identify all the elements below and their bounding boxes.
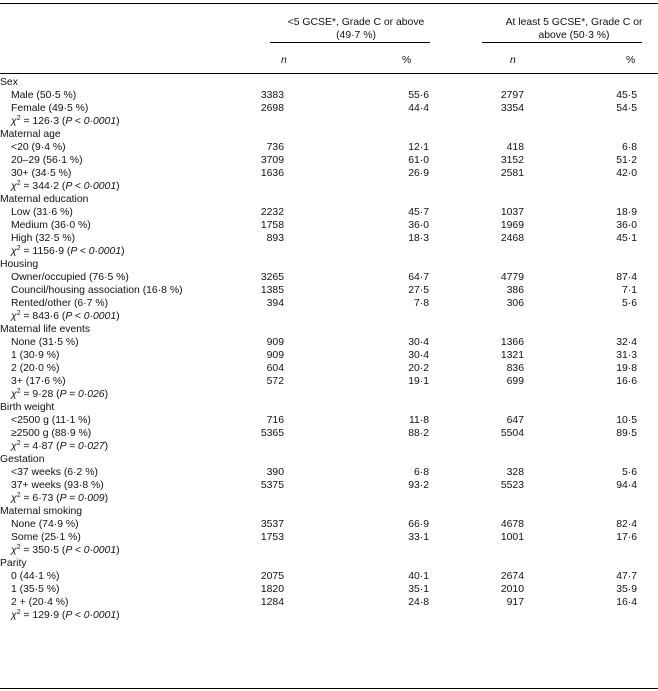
chi-square-value: = 126·3 ( [20, 116, 66, 127]
cell-pct-at-least-5: 94·4 [616, 480, 637, 491]
cell-n-below-5: 1753 [260, 532, 284, 543]
cell-pct-at-least-5: 82·4 [616, 519, 637, 530]
cell-n-at-least-5: 5523 [500, 480, 524, 491]
row-label: <20 (9·4 %) [11, 142, 66, 153]
cell-n-at-least-5: 418 [506, 142, 524, 153]
cell-n-below-5: 1385 [260, 285, 284, 296]
cell-n-at-least-5: 1366 [500, 337, 524, 348]
row-label: 30+ (34·5 %) [11, 168, 72, 179]
cell-n-at-least-5: 2468 [500, 233, 524, 244]
group-title-row [0, 193, 658, 206]
p-value: P < 0·0001 [65, 181, 117, 192]
cell-n-below-5: 716 [266, 415, 284, 426]
cell-n-at-least-5: 1969 [500, 220, 524, 231]
cell-pct-below-5: 27·5 [408, 285, 429, 296]
cell-n-below-5: 893 [266, 233, 284, 244]
cell-pct-below-5: 19·1 [408, 376, 429, 387]
cell-pct-below-5: 66·9 [408, 519, 429, 530]
cell-n-at-least-5: 699 [506, 376, 524, 387]
cell-pct-below-5: 64·7 [408, 272, 429, 283]
chi-square-stat: $\chi^2 = 344\cdot 2$ (P < 0·0001) [11, 180, 120, 192]
cell-n-below-5: 2232 [260, 207, 284, 218]
chi-square-stat: $\chi^2 = 126\cdot 3$ (P < 0·0001) [11, 115, 120, 127]
row-label: <37 weeks (6·2 %) [11, 467, 98, 478]
cell-n-at-least-5: 386 [506, 285, 524, 296]
row-label: None (31·5 %) [11, 337, 79, 348]
p-value: P < 0·0001 [65, 545, 117, 556]
chi-square-stat: $\chi^2 = 350\cdot 5$ (P < 0·0001) [11, 544, 120, 556]
row-label: 0 (44·1 %) [11, 571, 60, 582]
row-label: Medium (36·0 %) [11, 220, 91, 231]
cell-n-at-least-5: 1321 [500, 350, 524, 361]
cell-pct-below-5: 24·8 [408, 597, 429, 608]
cell-n-below-5: 2698 [260, 103, 284, 114]
cell-pct-below-5: 88·2 [408, 428, 429, 439]
cell-pct-below-5: 44·4 [408, 103, 429, 114]
chi-square-row [0, 115, 658, 128]
table-row [0, 570, 658, 583]
cell-n-at-least-5: 4779 [500, 272, 524, 283]
chi-square-stat: $\chi^2 = 9\cdot 28$ (P = 0·026) [11, 388, 109, 400]
table-row [0, 596, 658, 609]
table-row [0, 336, 658, 349]
cell-pct-at-least-5: 47·7 [616, 571, 637, 582]
table-row [0, 583, 658, 596]
table-row [0, 141, 658, 154]
group-title: Parity [0, 558, 27, 569]
cell-pct-at-least-5: 89·5 [616, 428, 637, 439]
table-row [0, 531, 658, 544]
table-row [0, 102, 658, 115]
row-label: 1 (30·9 %) [11, 350, 60, 361]
cell-n-below-5: 909 [266, 350, 284, 361]
cell-n-below-5: 909 [266, 337, 284, 348]
cell-n-at-least-5: 2674 [500, 571, 524, 582]
chi-square-value: = 4·87 ( [20, 441, 60, 452]
chi-square-value: = 6·73 ( [20, 493, 60, 504]
cell-pct-below-5: 40·1 [408, 571, 429, 582]
cell-pct-below-5: 12·1 [408, 142, 429, 153]
cell-pct-at-least-5: 31·3 [616, 350, 637, 361]
subheader-n-1: n [281, 55, 287, 66]
group-title: Maternal education [0, 194, 89, 205]
chi-square-row [0, 544, 658, 557]
cell-pct-at-least-5: 32·4 [616, 337, 637, 348]
cell-pct-below-5: 61·0 [408, 155, 429, 166]
group-title: Maternal smoking [0, 506, 83, 517]
cell-n-at-least-5: 2797 [500, 90, 524, 101]
cell-pct-below-5: 20·2 [408, 363, 429, 374]
chi-square-stat: $\chi^2 = 843\cdot 6$ (P < 0·0001) [11, 310, 120, 322]
cell-n-at-least-5: 4678 [500, 519, 524, 530]
cell-pct-below-5: 26·9 [408, 168, 429, 179]
p-value: P = 0·026 [59, 389, 105, 400]
chi-square-value: = 129·9 ( [20, 610, 66, 621]
cell-pct-at-least-5: 45·5 [616, 90, 637, 101]
cell-pct-at-least-5: 36·0 [616, 220, 637, 231]
row-label: None (74·9 %) [11, 519, 79, 530]
row-label: Male (50·5 %) [11, 90, 77, 101]
table-row [0, 375, 658, 388]
p-value: P = 0·009 [59, 493, 105, 504]
row-label: ≥2500 g (88·9 %) [11, 428, 92, 439]
cell-pct-below-5: 55·6 [408, 90, 429, 101]
row-label: 37+ weeks (93·8 %) [11, 480, 104, 491]
row-label: 3+ (17·6 %) [11, 376, 66, 387]
row-label: Low (31·6 %) [11, 207, 73, 218]
group-title: Housing [0, 259, 39, 270]
cell-n-below-5: 1820 [260, 584, 284, 595]
cell-n-at-least-5: 1001 [500, 532, 524, 543]
chi-square-value: = 1156·9 ( [20, 246, 71, 257]
cell-pct-at-least-5: 54·5 [616, 103, 637, 114]
table-row [0, 284, 658, 297]
group-title: Birth weight [0, 402, 55, 413]
table-row [0, 219, 658, 232]
row-label: 20–29 (56·1 %) [11, 155, 83, 166]
cell-n-below-5: 572 [266, 376, 284, 387]
group-title-row [0, 453, 658, 466]
row-label: 1 (35·5 %) [11, 584, 60, 595]
subheader-pct-1: % [402, 55, 412, 66]
p-value: P < 0·0001 [65, 311, 117, 322]
table-row [0, 518, 658, 531]
cell-pct-at-least-5: 16·4 [616, 597, 637, 608]
table-row [0, 479, 658, 492]
cell-n-below-5: 1758 [260, 220, 284, 231]
chi-square-row [0, 310, 658, 323]
chi-square-value: = 843·6 ( [20, 311, 66, 322]
table-row [0, 427, 658, 440]
table-row [0, 154, 658, 167]
table-row [0, 206, 658, 219]
group-title: Gestation [0, 454, 45, 465]
row-label: <2500 g (11·1 %) [11, 415, 91, 426]
table-row [0, 466, 658, 479]
cell-pct-below-5: 7·8 [413, 298, 429, 309]
cell-pct-at-least-5: 10·5 [616, 415, 637, 426]
cell-n-below-5: 1284 [260, 597, 284, 608]
row-label: Rented/other (6·7 %) [11, 298, 109, 309]
cell-n-at-least-5: 5504 [500, 428, 524, 439]
cell-pct-below-5: 33·1 [408, 532, 429, 543]
cell-pct-below-5: 93·2 [408, 480, 429, 491]
cell-n-below-5: 736 [266, 142, 284, 153]
cell-pct-at-least-5: 17·6 [616, 532, 637, 543]
cell-pct-at-least-5: 45·1 [616, 233, 637, 244]
table-row [0, 167, 658, 180]
chi-square-stat: $\chi^2 = 6\cdot 73$ (P = 0·009) [11, 492, 109, 504]
cell-pct-at-least-5: 87·4 [616, 272, 637, 283]
group-title-row [0, 557, 658, 570]
row-label: Female (49·5 %) [11, 103, 89, 114]
table-bottom-rule [0, 688, 658, 689]
cell-pct-at-least-5: 18·9 [616, 207, 637, 218]
p-value: P < 0·0001 [70, 246, 122, 257]
chi-square-row [0, 492, 658, 505]
chi-square-row [0, 388, 658, 401]
row-label: Council/housing association (16·8 %) [11, 285, 183, 296]
group-title-row [0, 505, 658, 518]
table-top-rule [0, 3, 658, 4]
cell-n-below-5: 5375 [260, 480, 284, 491]
cell-pct-below-5: 11·8 [408, 415, 429, 426]
cell-pct-below-5: 30·4 [408, 350, 429, 361]
cell-pct-at-least-5: 42·0 [616, 168, 637, 179]
cell-pct-below-5: 30·4 [408, 337, 429, 348]
cell-n-below-5: 3383 [260, 90, 284, 101]
cell-n-at-least-5: 917 [506, 597, 524, 608]
cell-pct-at-least-5: 6·8 [621, 142, 637, 153]
cell-n-at-least-5: 1037 [500, 207, 524, 218]
cell-pct-below-5: 36·0 [408, 220, 429, 231]
cell-n-below-5: 2075 [260, 571, 284, 582]
cell-pct-at-least-5: 5·6 [621, 298, 637, 309]
group-title-row [0, 76, 658, 89]
column-group-rule-1 [270, 42, 430, 43]
row-label: Some (25·1 %) [11, 532, 81, 543]
cell-n-at-least-5: 836 [506, 363, 524, 374]
group-title: Maternal life events [0, 324, 91, 335]
column-group-rule-2 [482, 42, 642, 43]
table-body [0, 76, 658, 622]
chi-square-row [0, 180, 658, 193]
p-value: P < 0·0001 [65, 116, 117, 127]
table-row [0, 232, 658, 245]
group-title-row [0, 401, 658, 414]
cell-pct-below-5: 45·7 [408, 207, 429, 218]
cell-pct-at-least-5: 19·8 [616, 363, 637, 374]
group-title-row [0, 323, 658, 336]
cell-n-at-least-5: 3152 [500, 155, 524, 166]
chi-square-stat: $\chi^2 = 1156\cdot 9$ (P < 0·0001) [11, 245, 125, 257]
row-label: 2 (20·0 %) [11, 363, 60, 374]
cell-pct-below-5: 6·8 [413, 467, 429, 478]
chi-square-stat: $\chi^2 = 4\cdot 87$ (P = 0·027) [11, 440, 109, 452]
table-row [0, 362, 658, 375]
cell-n-below-5: 5365 [260, 428, 284, 439]
cell-n-at-least-5: 328 [506, 467, 524, 478]
cell-pct-at-least-5: 5·6 [621, 467, 637, 478]
group-title-row [0, 258, 658, 271]
table-row [0, 271, 658, 284]
table-row [0, 297, 658, 310]
cell-pct-below-5: 18·3 [408, 233, 429, 244]
chi-square-value: = 344·2 ( [20, 181, 66, 192]
p-value: P < 0·0001 [65, 610, 117, 621]
cell-pct-at-least-5: 35·9 [616, 584, 637, 595]
subheader-pct-2: % [626, 55, 636, 66]
cell-n-below-5: 394 [266, 298, 284, 309]
column-header-below-5-gcse: <5 GCSE*, Grade C or above (49·7 %) [287, 17, 425, 41]
chi-square-row [0, 440, 658, 453]
chi-square-stat: $\chi^2 = 129\cdot 9$ (P < 0·0001) [11, 609, 120, 621]
cell-n-at-least-5: 2010 [500, 584, 524, 595]
header-bottom-rule [0, 73, 658, 74]
cell-n-below-5: 3709 [260, 155, 284, 166]
cell-n-below-5: 3537 [260, 519, 284, 530]
group-title: Maternal age [0, 129, 61, 140]
cell-n-below-5: 604 [266, 363, 284, 374]
cell-n-below-5: 390 [266, 467, 284, 478]
table-row [0, 414, 658, 427]
cell-n-at-least-5: 647 [506, 415, 524, 426]
table-row [0, 89, 658, 102]
cell-n-below-5: 3265 [260, 272, 284, 283]
cell-n-below-5: 1636 [260, 168, 284, 179]
chi-square-value: = 9·28 ( [20, 389, 60, 400]
table-row [0, 349, 658, 362]
group-title: Sex [0, 77, 18, 88]
chi-square-row [0, 609, 658, 622]
subheader-n-2: n [510, 55, 516, 66]
chi-square-value: = 350·5 ( [20, 545, 66, 556]
cell-pct-at-least-5: 16·6 [616, 376, 637, 387]
cell-pct-at-least-5: 7·1 [621, 285, 637, 296]
column-header-at-least-5-gcse: At least 5 GCSE*, Grade C or above (50·3 %) [505, 17, 643, 41]
chi-square-row [0, 245, 658, 258]
cell-pct-below-5: 35·1 [408, 584, 429, 595]
cell-n-at-least-5: 3354 [500, 103, 524, 114]
row-label: High (32·5 %) [11, 233, 76, 244]
cell-n-at-least-5: 2581 [500, 168, 524, 179]
row-label: Owner/occupied (76·5 %) [11, 272, 129, 283]
cell-n-at-least-5: 306 [506, 298, 524, 309]
p-value: P = 0·027 [59, 441, 105, 452]
row-label: 2 + (20·4 %) [11, 597, 69, 608]
cell-pct-at-least-5: 51·2 [616, 155, 637, 166]
group-title-row [0, 128, 658, 141]
